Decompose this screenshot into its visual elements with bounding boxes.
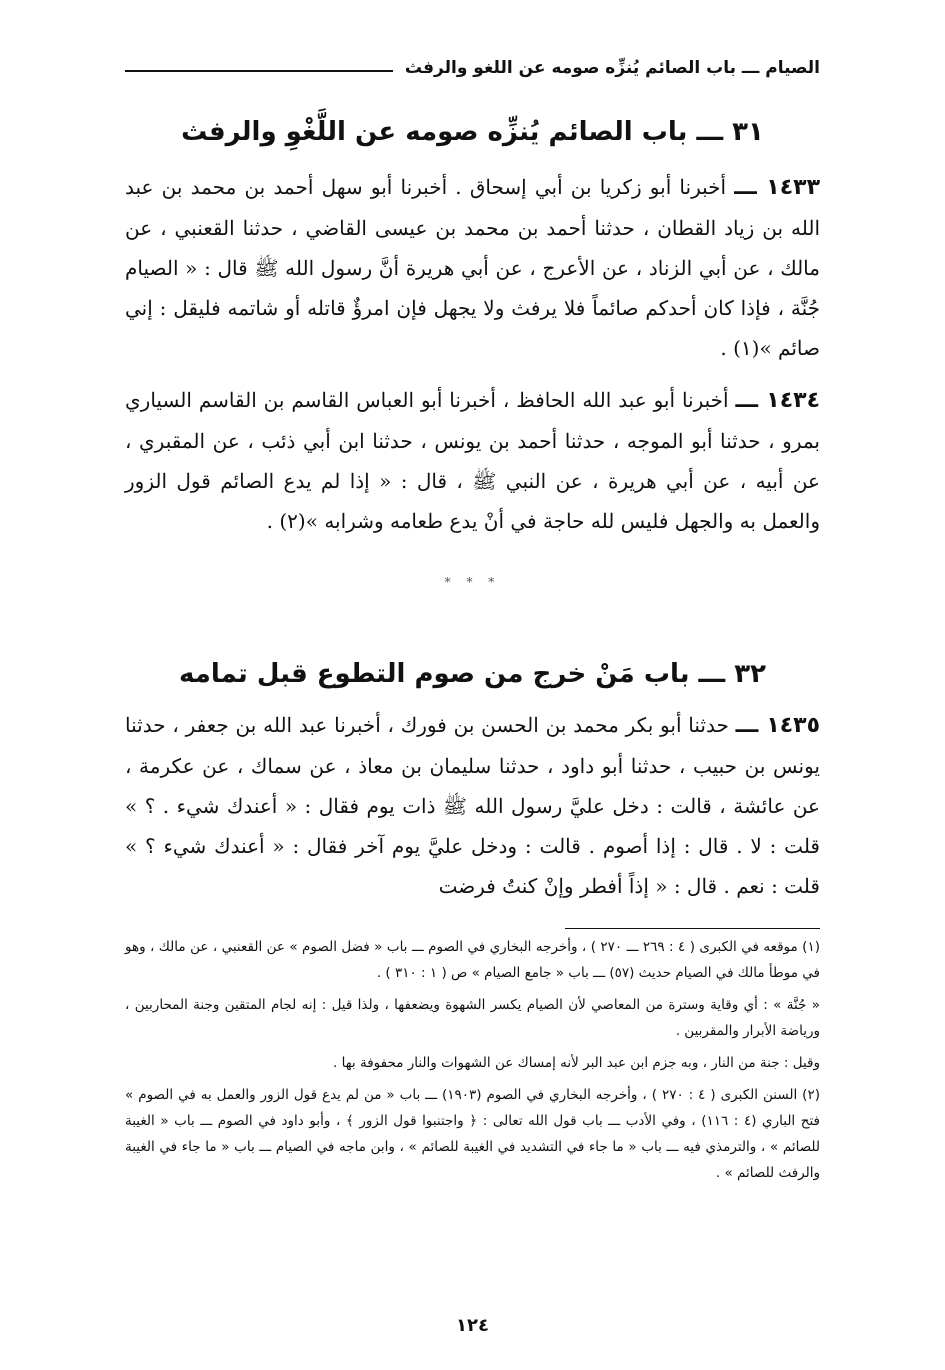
hadith-text: أخبرنا أبو عبد الله الحافظ ، أخبرنا أبو العباس القاسم بن القاسم السياري بمرو ، حدثنا أبو الموجه ، حدثنا أحمد بن يونس ، حدثنا ابن أبي ذئب ، عن المقبري ، عن أبيه ، عن أبي هريرة ، عن النبي ﷺ ، قال : « إذا لم يدع الصائم قول الزور والعمل به والجهل فليس لله حاجة في أنْ يدع طعامه وشرابه »(٢) . (125, 388, 820, 533)
footnotes (125, 934, 820, 1192)
section-separator: * * * (444, 575, 501, 589)
running-head-text: الصيام ـــ باب الصائم يُنزِّه صومه عن اللغو والرفث (404, 58, 820, 78)
footnote-1-gloss-2: وقيل : جنة من النار ، وبه جزم ابن عبد البر لأنه إمساك عن الشهوات والنار محفوفة بها . (333, 1055, 820, 1071)
hadith-number: ١٤٣٥ ـــ (735, 713, 821, 738)
footnote-rule (565, 928, 820, 929)
hadith-1433 (125, 167, 820, 368)
hadith-1434 (125, 380, 820, 541)
hadith-number: ١٤٣٤ ـــ (735, 388, 820, 413)
hadith-1435 (125, 705, 820, 906)
hadith-number: ١٤٣٣ ـــ (734, 175, 820, 200)
footnote-2: (٢) السنن الكبرى ( ٤ : ٢٧٠ ) ، وأخرجه البخاري في الصوم (١٩٠٣) ـــ باب « من لم يدع قول الزور والعمل به في الصوم » فتح الباري (٤ : ١١٦) ، وفي الأدب ـــ باب قول الله تعالى : ﴿ واجتنبوا قول الزور ﴾ ، وأبو داود في الصوم ـــ باب « الغيبة للصائم » ، والترمذي فيه ـــ باب « ما جاء في التشديد في الغيبة للصائم » ، وابن ماجه في الصيام ـــ باب « ما جاء في الغيبة والرفث للصائم » . (125, 1087, 820, 1181)
footnote-1-gloss: « جُنَّة » : أي وقاية وسترة من المعاصي لأن الصيام يكسر الشهوة ويضعفها ، ولذا قيل : إنه لجام المتقين وجنة المحاربين ، ورياضة الأبرار والمقربين . (125, 997, 820, 1039)
section-title-32: ٣٢ ـــ باب مَنْ خرج من صوم التطوع قبل تمامه (179, 659, 766, 689)
hadith-text: حدثنا أبو بكر محمد بن الحسن بن فورك ، أخبرنا عبد الله بن جعفر ، حدثنا يونس بن حبيب ، حدثنا أبو داود ، حدثنا سليمان بن معاذ ، عن سماك ، عن عكرمة ، عن عائشة ، قالت : دخل عليَّ رسول الله ﷺ ذات يوم فقال : « أعندك شيء . ؟ » قلت : لا . قال : إذا أصوم . قالت : ودخل عليَّ يوم آخر فقال : « أعندك شيء ؟ » قلت : نعم . قال : « إذاً أفطر وإنْ كنتُ فرضت (125, 713, 820, 898)
footnote-1: (١) موقعه في الكبرى ( ٤ : ٢٦٩ ـــ ٢٧٠ ) ، وأخرجه البخاري في الصوم ـــ باب « فضل الصوم » عن القعنبي ، عن مالك ، وهو في موطأ مالك في الصيام حديث (٥٧) ـــ باب « جامع الصيام » ص ( ١ : ٣١٠ ) . (125, 939, 820, 981)
running-head-rule (125, 70, 393, 72)
running-head (125, 48, 820, 88)
hadith-text: أخبرنا أبو زكريا بن أبي إسحاق . أخبرنا أبو سهل أحمد بن محمد بن عبد الله بن زياد القطان ، حدثنا أحمد بن محمد بن عيسى القاضي ، حدثنا القعنبي ، عن مالك ، عن أبي الزناد ، عن الأعرج ، عن أبي هريرة أنَّ رسول الله ﷺ قال : « الصيام جُنَّة ، فإذا كان أحدكم صائماً فلا يرفث ولا يجهل فإن امرؤٌ قاتله أو شاتمه فليقل : إني صائم »(١) . (125, 175, 820, 360)
page-number: ١٢٤ (456, 1315, 489, 1336)
section-title-31: ٣١ ـــ باب الصائم يُنزِّه صومه عن اللَّغْوِ والرفث (181, 117, 764, 147)
